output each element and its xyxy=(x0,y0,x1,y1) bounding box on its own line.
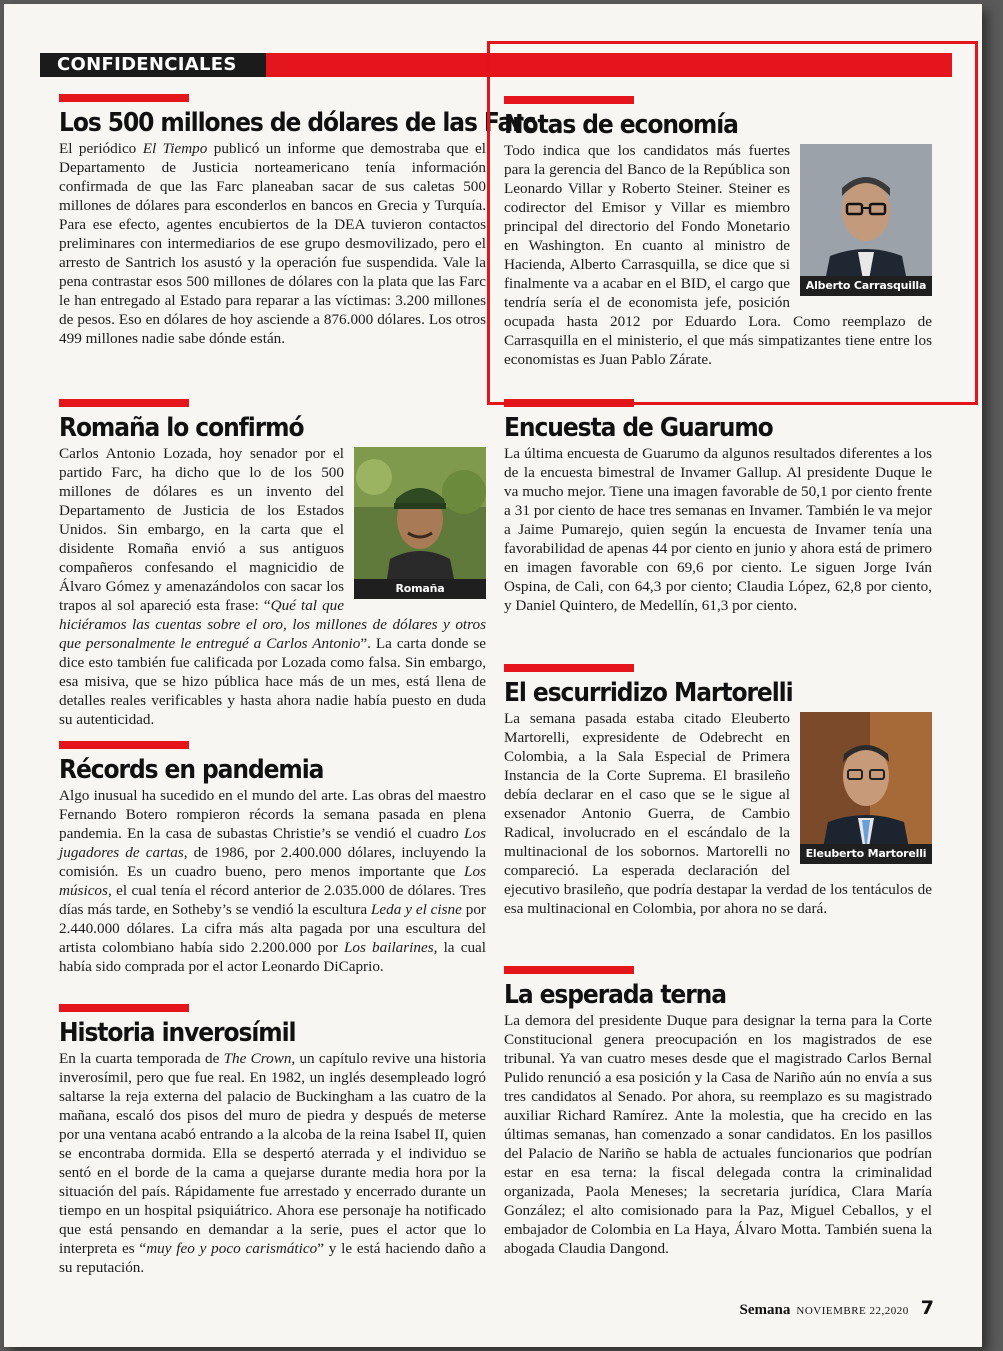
article-rule xyxy=(504,399,634,407)
article-title: La esperada terna xyxy=(504,980,726,1010)
article-title: Los 500 millones de dólares de las Farc xyxy=(59,108,536,138)
footer-publication: Semana xyxy=(739,1302,791,1318)
article-rule xyxy=(59,94,189,102)
article-rule xyxy=(59,1004,189,1012)
article-historia xyxy=(59,1004,486,1277)
article-title: Encuesta de Guarumo xyxy=(504,413,773,443)
page-number: 7 xyxy=(920,1297,934,1319)
article-rule xyxy=(504,96,634,104)
article-rule xyxy=(504,966,634,974)
page-footer xyxy=(740,1297,934,1319)
portrait-romana-image xyxy=(354,447,486,599)
article-body-text: Todo indica que los candidatos más fuertes para la gerencia del Banco de la República son Leonardo Villar y Roberto Steiner. Steiner es codirector del Emisor y Villar es miembro principal del directorio del Fondo Monetario en Washington. En cuanto al ministro de Hacienda, Alberto Carrasquilla, se dice que si finalmente va a acabar en el BID, el cargo que tendría sería el de economista jefe, posición ocupada hasta 2012 por Eduardo Lora. Como reemplazo de Carrasquilla en el ministerio, el que más simpatizantes tiene entre los economistas es Juan Pablo Zárate. xyxy=(504,142,932,368)
photo-martorelli xyxy=(800,712,932,864)
article-guarumo xyxy=(504,399,932,615)
article-rule xyxy=(59,741,189,749)
article-economia xyxy=(504,96,932,369)
section-label: CONFIDENCIALES xyxy=(40,53,266,77)
article-title: Récords en pandemia xyxy=(59,755,324,785)
article-body-text: La semana pasada estaba citado Eleuberto Martorelli, expresidente de Odebrecht en Colombia, a la Sala Especial de Primera Instancia de la Corte Suprema. El brasileño debía declarar en el caso que se le sigue al exsenador Antonio Guerra, de Cambio Radical, involucrado en el escándalo de la multinacional de los sobornos. Martorelli no compareció. La esperada declaración del ejecutivo brasileño, que podría destapar la verdad de los tentáculos de esa multinacional en Colombia, por ahora no se dará. xyxy=(504,710,932,917)
photo-caption: Eleuberto Martorelli xyxy=(800,844,932,864)
article-body-text: Carlos Antonio Lozada, hoy senador por el partido Farc, ha dicho que lo de los 500 millones de dólares es un invento del Departamento de Justicia de los Estados Unidos. Sin embargo, en la carta que el disidente Romaña envió a sus antiguos compañeros confesando el magnicidio de Álvaro Gómez y amenazándolos con sacar los trapos al sol apareció esta frase: “Qué tal que hiciéramos las cuentas sobre el oro, los millones de dólares y otros que personalmente le entregué a Carlos Antonio”. La carta donde se dice esto también fue calificada por Lozada como falsa. Sin embargo, esa misiva, que se hizo pública hace más de un mes, está llena de detalles reales verificables y hasta ahora nadie había puesto en duda su autenticidad. xyxy=(59,445,486,728)
article-martorelli xyxy=(504,664,932,918)
article-body: En la cuarta temporada de The Crown, un capítulo revive una historia inverosímil, pero que fue real. En 1982, un inglés desempleado logró saltarse la reja externa del palacio de Buckingham a las cuatro de la mañana, escaló dos pisos del muro de piedra y después de meterse por una ventana acabó entrando a la alcoba de la reina Isabel II, quien se encontraba dormida. Ella se despertó aterrada y el individuo se sentó en el borde de la cama a quejarse durante media hora por la situación del país. Rápidamente fue arrestado y encerrado durante un tiempo en un hospital psiquiátrico. Ahora ese personaje ha notificado que está pensando en demandar a la serie, pues el actor que lo interpreta es “muy feo y poco carismático” y le está haciendo daño a su reputación. xyxy=(59,1050,486,1276)
portrait-carrasquilla-image xyxy=(800,144,932,296)
article-title: Notas de economía xyxy=(504,110,738,140)
article-body xyxy=(59,444,486,729)
article-records xyxy=(59,741,486,976)
article-body: Algo inusual ha sucedido en el mundo del arte. Las obras del maestro Fernando Botero rompieron récords la semana pasada en plena pandemia. En la casa de subastas Christie’s se vendió el cuadro Los jugadores de cartas, de 1986, por 2.400.000 dólares, incluyendo la comisión. Es un cuadro bueno, pero menos importante que Los músicos, el cual tenía el récord anterior de 2.035.000 de dólares. Tres días más tarde, en Sotheby’s se vendió la escultura Leda y el cisne por 2.440.000 dólares. La cifra más alta pagada por una escultura del artista colombiano había sido 2.200.000 por Los bailarines, la cual había sido comprada por el actor Leonardo DiCaprio. xyxy=(59,787,486,975)
article-body: El periódico El Tiempo publicó un informe que demostraba que el Departamento de Justicia norteamericano tenía información confirmada de que las Farc planeaban sacar de sus caletas 500 millones de dólares para esconderlos en bancos en Grecia y Turquía. Para ese efecto, agentes encubiertos de la DEA tuvieron contactos preliminares con intermediarios de ese grupo desmovilizado, pero el arresto de Santrich los asustó y la operación fue suspendida. Vale la pena contrastar esos 500 millones de dólares con la plata que las Farc le han entregado al Estado para reparar a las víctimas: 3.200 millones de pesos. Eso en dólares de hoy asciende a 876.000 dólares. Los otros 499 millones nadie sabe dónde están. xyxy=(59,140,486,347)
article-body: La demora del presidente Duque para designar la terna para la Corte Constitucional genera preocupación en los magistrados de ese tribunal. Ya van cuatro meses desde que el magistrado Carlos Bernal Pulido renunció a esa posición y la Casa de Nariño aún no envía a sus tres candidatos al Senado. Por ahora, su reemplazo es su magistrado auxiliar Richard Ramírez. Ante la molestia, que ha crecido en las últimas semanas, han comenzado a sonar candidatos. En los pasillos del Palacio de Nariño se habla de actuales funcionarios que podrían estar en esa terna: la fiscal delegada contra la criminalidad organizada, Paola Meneses; la secretaria jurídica, Clara María González; el alto comisionado para la Paz, Miguel Ceballos, y el embajador de Colombia en La Haya, Álvaro Motta. También suena la abogada Claudia Dangond. xyxy=(504,1012,932,1257)
photo-romana xyxy=(354,447,486,599)
article-title: El escurridizo Martorelli xyxy=(504,678,793,708)
portrait-martorelli-image xyxy=(800,712,932,864)
photo-caption: Romaña xyxy=(354,579,486,599)
magazine-page xyxy=(4,4,982,1347)
footer-date: NOVIEMBRE 22,2020 xyxy=(796,1305,909,1317)
photo-caption: Alberto Carrasquilla xyxy=(800,276,932,296)
article-romana xyxy=(59,399,486,729)
article-title: Historia inverosímil xyxy=(59,1018,296,1048)
article-body: La última encuesta de Guarumo da algunos resultados diferentes a los de la encuesta bimestral de Invamer Gallup. Al presidente Duque le va mucho mejor. Tiene una imagen favorable de 50,1 por ciento frente a 31 por ciento de hace tres semanas en Invamer. También le va mejor a Jaime Pumarejo, quien según la encuesta de Invamer tenía una favorabilidad de apenas 44 por ciento en junio y ahora está de primero en imagen favorable con 69,6 por ciento. Le siguen Jorge Iván Ospina, de Cali, con 64,3 por ciento; Claudia López, 62,8 por ciento, y Daniel Quintero, de Medellín, 61,3 por ciento. xyxy=(504,445,932,614)
article-rule xyxy=(59,399,189,407)
article-title: Romaña lo confirmó xyxy=(59,413,304,443)
photo-carrasquilla xyxy=(800,144,932,296)
article-body xyxy=(504,709,932,918)
article-body xyxy=(504,141,932,369)
article-terna xyxy=(504,966,932,1258)
article-farc xyxy=(59,94,536,348)
article-rule xyxy=(504,664,634,672)
